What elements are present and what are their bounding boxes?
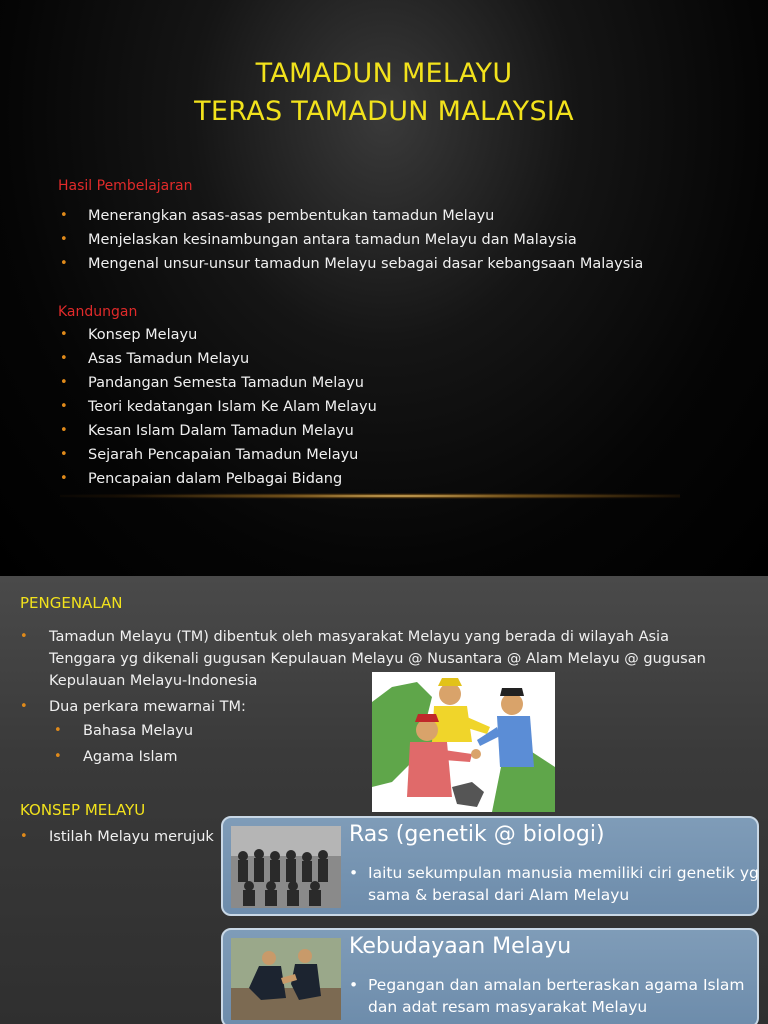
list-item: • Asas Tamadun Melayu	[58, 347, 377, 371]
kebudayaan-card-body: • Pegangan dan amalan berteraskan agama Islam dan adat resam masyarakat Melayu	[349, 976, 745, 1016]
group-photo-image	[231, 826, 341, 908]
list-item: • Dua perkara mewarnai TM:	[20, 696, 740, 718]
malay-people-map-illustration	[372, 672, 555, 812]
bullet-dot-icon: •	[20, 699, 28, 714]
list-item: • Tamadun Melayu (TM) dibentuk oleh masyarakat Melayu yang berada di wilayah Asia Tenggara yg dikenali gugusan Kepulauan Melayu @ Nusantara @ Alam Melayu @ gugusan Kepulauan Melayu-Indonesia	[20, 626, 740, 692]
list-item: • Menjelaskan kesinambungan antara tamadun Melayu dan Malaysia	[58, 228, 643, 252]
bullet-dot-icon: •	[60, 375, 68, 390]
bullet-dot-icon: •	[60, 351, 68, 366]
hasil-pembelajaran-list	[58, 204, 643, 276]
bullet-dot-icon: •	[54, 723, 62, 738]
kebudayaan-card-title: Kebudayaan Melayu	[349, 934, 572, 959]
konsep-melayu-heading: KONSEP MELAYU	[20, 801, 146, 819]
slide-title-line1: TAMADUN MELAYU	[255, 58, 513, 89]
list-item: • Pencapaian dalam Pelbagai Bidang	[58, 467, 377, 491]
hasil-pembelajaran-heading: Hasil Pembelajaran	[58, 178, 193, 194]
kebudayaan-card	[221, 928, 759, 1024]
ras-card-title: Ras (genetik @ biologi)	[349, 822, 605, 847]
bullet-dot-icon: •	[60, 327, 68, 342]
bullet-dot-icon: •	[60, 447, 68, 462]
bullet-dot-icon: •	[60, 256, 68, 271]
bullet-dot-icon: •	[60, 208, 68, 223]
slide-title-line2: TERAS TAMADUN MALAYSIA	[194, 96, 574, 127]
silat-photo-image	[231, 938, 341, 1020]
sub-list-item: • Bahasa Melayu	[20, 718, 740, 744]
list-item: • Teori kedatangan Islam Ke Alam Melayu	[58, 395, 377, 419]
sub-list-item: • Agama Islam	[20, 744, 740, 770]
bullet-dot-icon: •	[20, 629, 28, 644]
bullet-dot-icon: •	[60, 423, 68, 438]
ras-card-body: • Iaitu sekumpulan manusia memiliki ciri genetik yg sama & berasal dari Alam Melayu	[349, 864, 759, 904]
bullet-dot-icon: •	[54, 749, 62, 764]
slide-2	[0, 576, 768, 1024]
bullet-dot-icon: •	[60, 399, 68, 414]
list-item: • Pandangan Semesta Tamadun Melayu	[58, 371, 377, 395]
list-item: • Kesan Islam Dalam Tamadun Melayu	[58, 419, 377, 443]
list-item: • Istilah Melayu merujuk	[20, 826, 740, 848]
kandungan-heading: Kandungan	[58, 304, 138, 320]
list-item: • Sejarah Pencapaian Tamadun Melayu	[58, 443, 377, 467]
pengenalan-heading: PENGENALAN	[20, 594, 123, 612]
kandungan-list	[58, 323, 377, 491]
bullet-dot-icon: •	[60, 232, 68, 247]
list-item: • Menerangkan asas-asas pembentukan tamadun Melayu	[58, 204, 643, 228]
bullet-dot-icon: •	[349, 864, 359, 882]
ras-card	[221, 816, 759, 916]
decorative-glow-line	[60, 493, 680, 499]
list-item: • Konsep Melayu	[58, 323, 377, 347]
list-item: • Mengenal unsur-unsur tamadun Melayu sebagai dasar kebangsaan Malaysia	[58, 252, 643, 276]
bullet-dot-icon: •	[20, 829, 28, 844]
bullet-dot-icon: •	[60, 471, 68, 486]
bullet-dot-icon: •	[349, 976, 359, 994]
